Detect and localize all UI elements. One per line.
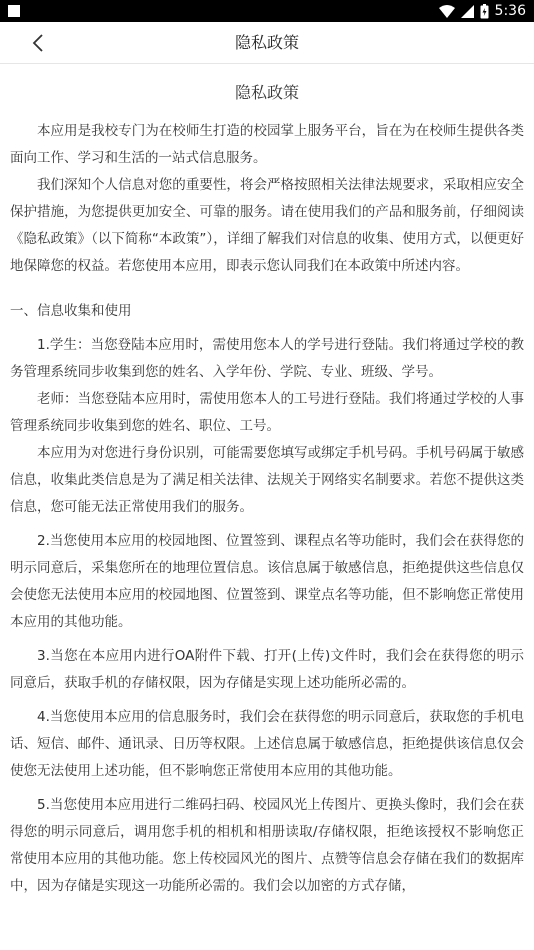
- notification-square-icon: [8, 5, 20, 17]
- status-bar: [0, 0, 534, 22]
- battery-icon: [480, 4, 489, 19]
- intro-paragraph: 本应用是我校专门为在校师生打造的校园掌上服务平台，旨在为在校师生提供各类面向工作、学习和生活的一站式信息服务。: [10, 123, 524, 166]
- status-right: [439, 3, 526, 19]
- nav-bar: [0, 22, 534, 64]
- document-title: 隐私政策: [234, 83, 299, 102]
- policy-content[interactable]: [0, 64, 534, 950]
- section-heading: 一、信息收集和使用: [10, 303, 132, 319]
- policy-item: 3.当您在本应用内进行OA附件下载、打开(上传)文件时，我们会在获得您的明示同意后，获取手机的存储权限，因为存储是实现上述功能所必需的。: [10, 648, 524, 691]
- policy-item: 1.学生：当您登陆本应用时，需使用您本人的学号进行登陆。我们将通过学校的教务管理系统同步收集到您的姓名、入学年份、学院、专业、班级、学号。: [10, 337, 524, 380]
- status-left: [8, 5, 20, 17]
- policy-item: 4.当您使用本应用的信息服务时，我们会在获得您的明示同意后，获取您的手机电话、短信、邮件、通讯录、日历等权限。上述信息属于敏感信息，拒绝提供该信息仅会使您无法使用上述功能，但不影响您正常使用本应用的其他功能。: [10, 709, 524, 779]
- policy-item: 本应用为对您进行身份识别，可能需要您填写或绑定手机号码。手机号码属于敏感信息，收集此类信息是为了满足相关法律、法规关于网络实名制要求。若您不提供这类信息，您可能无法正常使用我们的服务。: [10, 445, 524, 515]
- wifi-icon: [439, 5, 455, 18]
- page-title: 隐私政策: [234, 33, 299, 52]
- status-time: 5:36: [494, 3, 526, 19]
- policy-item: 老师：当您登陆本应用时，需使用您本人的工号进行登陆。我们将通过学校的人事管理系统同步收集到您的姓名、职位、工号。: [10, 391, 524, 434]
- cell-signal-icon: [461, 5, 474, 18]
- policy-item: 2.当您使用本应用的校园地图、位置签到、课程点名等功能时，我们会在获得您的明示同意后，采集您所在的地理位置信息。该信息属于敏感信息，拒绝提供这些信息仅会使您无法使用本应用的校园地图、位置签到、课堂点名等功能，但不影响您正常使用本应用的其他功能。: [10, 533, 524, 630]
- intro-paragraph: 我们深知个人信息对您的重要性，将会严格按照相关法律法规要求，采取相应安全保护措施，为您提供更加安全、可靠的服务。请在使用我们的产品和服务前，仔细阅读《隐私政策》（以下简称“本政策”），详细了解我们对信息的收集、使用方式，以便更好地保障您的权益。若您使用本应用，即表示您认同我们在本政策中所述内容。: [10, 177, 524, 274]
- policy-item: 5.当您使用本应用进行二维码扫码、校园风光上传图片、更换头像时，我们会在获得您的明示同意后，调用您手机的相机和相册读取/存储权限，拒绝该授权不影响您正常使用本应用的其他功能。您上传校园风光的图片、点赞等信息会存储在我们的数据库中，因为存储是实现这一功能所必需的。我们会以加密的方式存储，: [10, 797, 524, 894]
